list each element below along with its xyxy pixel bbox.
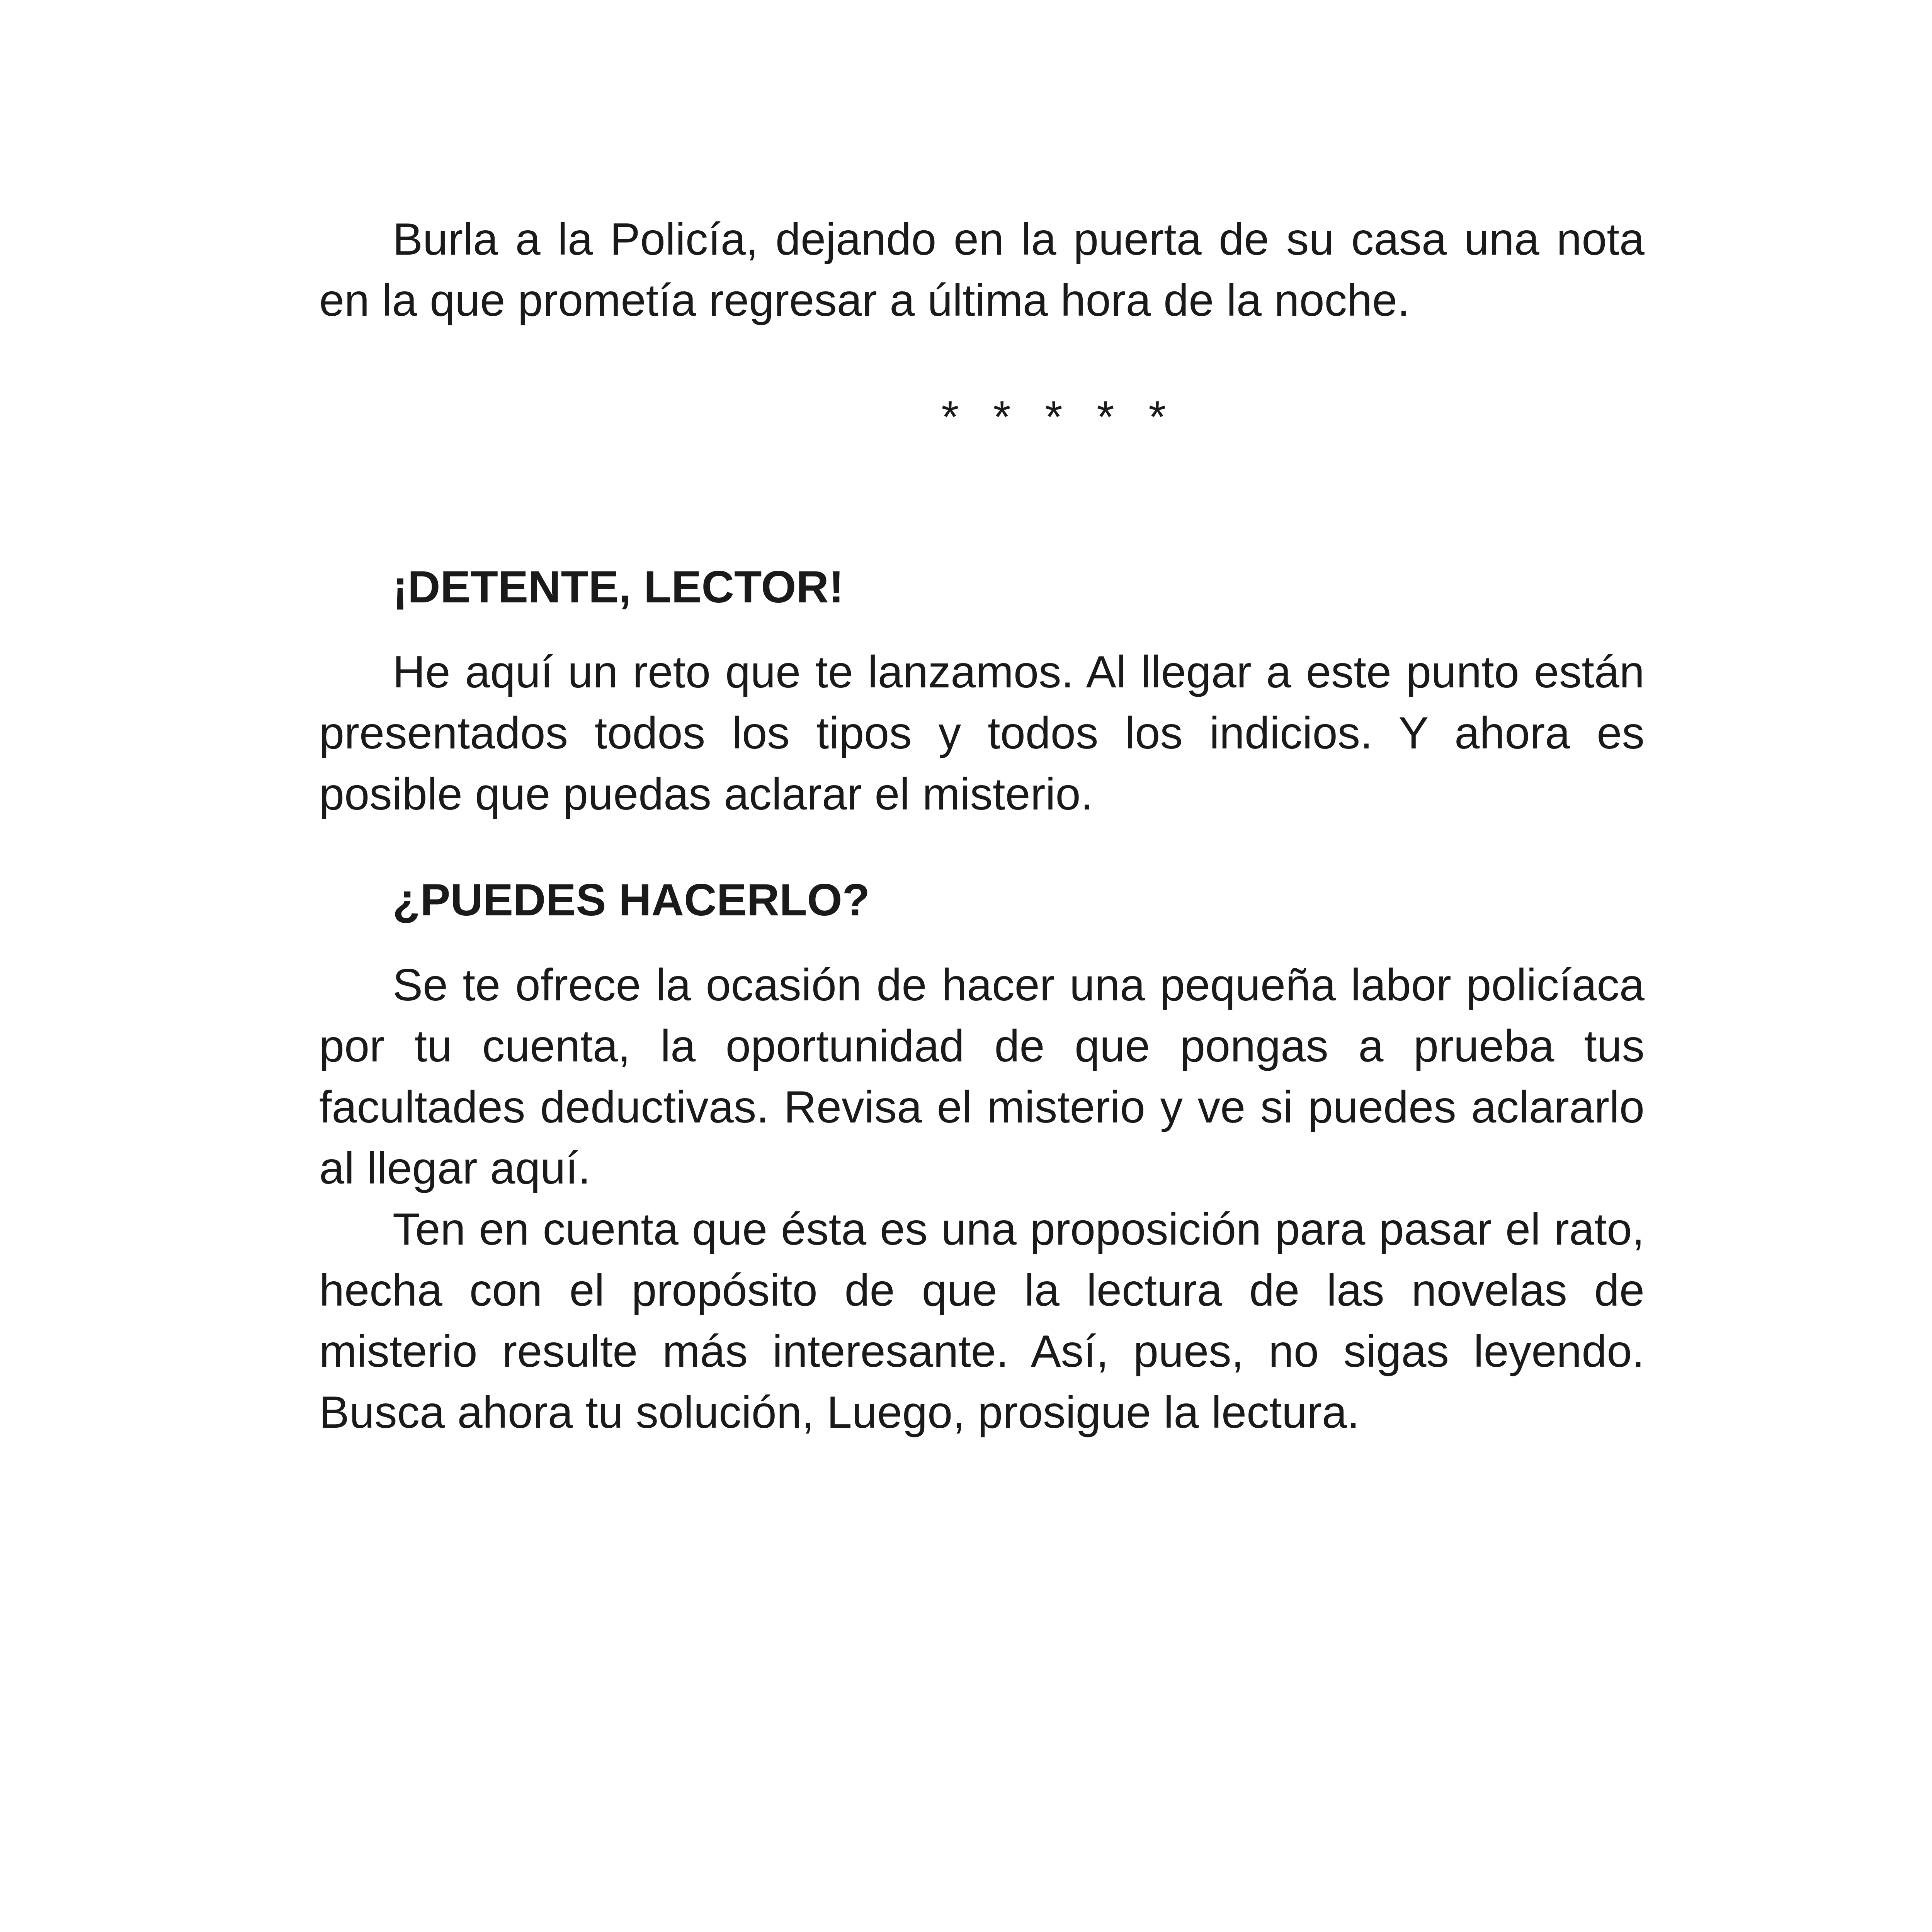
question-paragraph-1: Se te ofrece la ocasión de hacer una pequeña labor policíaca por tu cuenta, la oportunidad de que pongas a prueba tus facultades deductivas. Revisa el misterio y ve si puedes aclararlo al llegar aquí. [319,959,1645,1193]
question-heading: ¿PUEDES HACERLO? [393,874,870,925]
question-text [319,954,1645,1443]
intro-paragraph: Burla a la Policía, dejando en la puerta de su casa una nota en la que prometía regresar a última hora de la noche. [319,214,1645,325]
challenge-text [319,641,1645,825]
challenge-paragraph: He aquí un reto que te lanzamos. Al llegar a este punto están presentados todos los tipos y todos los indicios. Y ahora es posible que puedas aclarar el misterio. [319,646,1645,819]
question-paragraph-2: Ten en cuenta que ésta es una proposición para pasar el rato, hecha con el propósito de que la lectura de las novelas de misterio resulte más interesante. Así, pues, no sigas leyendo. Busca ahora tu solución, Luego, prosigue la lectura. [319,1204,1645,1437]
intro-text [319,209,1645,331]
challenge-heading: ¡DETENTE, LECTOR! [393,561,844,612]
section-separator: * * * * * [941,391,1177,442]
